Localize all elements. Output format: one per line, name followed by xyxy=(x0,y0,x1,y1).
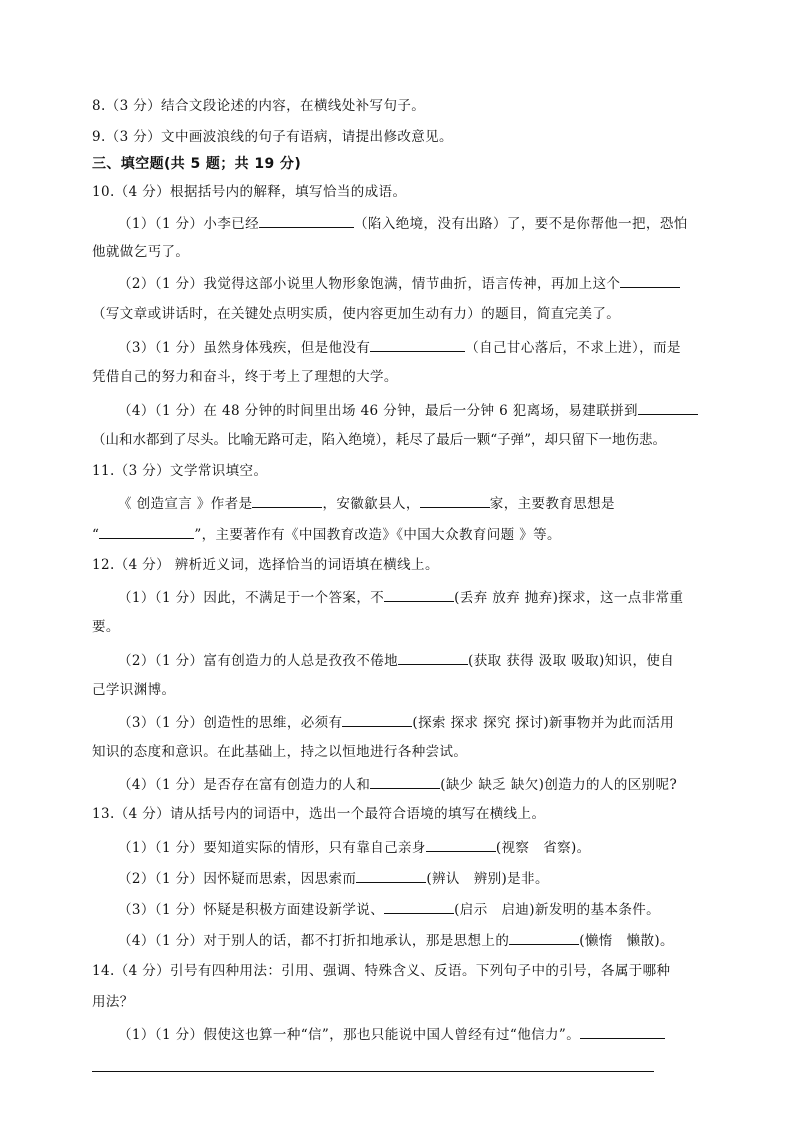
answer-blank[interactable] xyxy=(370,337,465,352)
answer-blank[interactable] xyxy=(580,1024,665,1039)
answer-blank[interactable] xyxy=(509,930,579,945)
answer-blank[interactable] xyxy=(384,587,454,602)
q12-item-3-cont: 知识的态度和意识。在此基础上，持之以恒地进行各种尝试。 xyxy=(92,744,468,760)
question-14-cont: 用法？ xyxy=(92,994,134,1010)
question-11: 11.（3 分）文学常识填空。 xyxy=(92,463,268,479)
q10-item-4: （4）（1 分）在 48 分钟的时间里出场 46 分钟，最后一分钟 6 犯离场，易建联拼到 xyxy=(118,400,704,420)
question-10: 10.（4 分）根据括号内的解释，填写恰当的成语。 xyxy=(92,184,407,200)
answer-blank[interactable] xyxy=(99,524,194,539)
q13-item-2: （2）（1 分）因怀疑而思索，因思索而 (辨认 辨别)是非。 xyxy=(118,868,704,888)
answer-blank[interactable] xyxy=(356,868,426,883)
answer-blank[interactable] xyxy=(398,650,468,665)
question-14: 14.（4 分）引号有四种用法：引用、强调、特殊含义、反语。下列句子中的引号，各属于哪种 xyxy=(92,963,671,979)
answer-blank[interactable] xyxy=(384,899,454,914)
q11-line-1: 《 创造宣言 》作者是 ，安徽歙县人， 家，主要教育思想是 xyxy=(118,493,704,513)
q12-item-1-cont: 要。 xyxy=(92,619,120,635)
answer-line[interactable] xyxy=(92,1071,654,1072)
q12-item-1: （1）（1 分）因此，不满足于一个答案，不 (丢弃 放弃 抛弃)探求，这一点非常重 xyxy=(118,587,704,607)
q13-item-1: （1）（1 分）要知道实际的情形，只有靠自己亲身 (视察 省察)。 xyxy=(118,837,704,857)
q13-item-4: （4）（1 分）对于别人的话，都不打折扣地承认，那是思想上的 (懒惰 懒散)。 xyxy=(118,930,704,950)
q12-item-3: （3）（1 分）创造性的思维，必须有 (探索 探求 探究 探讨)新事物并为此而活用 xyxy=(118,712,704,732)
question-12: 12.（4 分） 辨析近义词，选择恰当的词语填在横线上。 xyxy=(92,557,439,573)
question-13: 13.（4 分）请从括号内的词语中，选出一个最符合语境的填写在横线上。 xyxy=(92,806,546,822)
answer-blank[interactable] xyxy=(638,400,698,415)
q10-item-1-cont: 他就做乞丐了。 xyxy=(92,244,190,260)
answer-blank[interactable] xyxy=(259,213,354,228)
q13-item-3: （3）（1 分）怀疑是积极方面建设新学说、 (启示 启迪)新发明的基本条件。 xyxy=(118,899,704,919)
q12-item-2-cont: 己学识渊博。 xyxy=(92,682,176,698)
q11-line-2: “ ”，主要著作有《中国教育改造》《中国大众教育问题 》等。 xyxy=(92,524,704,544)
q14-item-1: （1）（1 分）假使这也算一种“信”，那也只能说中国人曾经有过“他信力”。 xyxy=(118,1024,704,1044)
q10-item-3: （3）（1 分）虽然身体残疾，但是他没有 （自己甘心落后，不求上进），而是 xyxy=(118,337,704,357)
answer-blank[interactable] xyxy=(370,774,440,789)
answer-blank[interactable] xyxy=(420,493,490,508)
answer-blank[interactable] xyxy=(426,837,496,852)
question-8: 8.（3 分）结合文段论述的内容，在横线处补写句子。 xyxy=(92,98,426,114)
q12-item-2: （2）（1 分）富有创造力的人总是孜孜不倦地 (获取 获得 汲取 吸取)知识，使自 xyxy=(118,650,704,670)
question-9: 9.（3 分）文中画波浪线的句子有语病，请提出修改意见。 xyxy=(92,129,453,145)
q10-item-4-cont: （山和水都到了尽头。比喻无路可走，陷入绝境），耗尽了最后一颗“子弹”，却只留下一地伤悲。 xyxy=(92,432,667,448)
answer-blank[interactable] xyxy=(342,712,412,727)
q10-item-2: （2）（1 分）我觉得这部小说里人物形象饱满，情节曲折，语言传神，再加上这个 xyxy=(118,273,704,293)
q10-item-3-cont: 凭借自己的努力和奋斗，终于考上了理想的大学。 xyxy=(92,369,398,385)
q12-item-4: （4）（1 分）是否存在富有创造力的人和 (缺少 缺乏 缺欠)创造力的人的区别呢? xyxy=(118,774,704,794)
q10-item-2-cont: （写文章或讲话时，在关键处点明实质，使内容更加生动有力）的题目，简直完美了。 xyxy=(92,306,621,322)
answer-blank[interactable] xyxy=(252,493,322,508)
q10-item-1: （1）（1 分）小李已经 （陷入绝境，没有出路）了，要不是你帮他一把，恐怕 xyxy=(118,213,704,233)
answer-blank[interactable] xyxy=(620,273,680,288)
section-heading: 三、填空题(共 5 题；共 19 分) xyxy=(92,156,302,172)
